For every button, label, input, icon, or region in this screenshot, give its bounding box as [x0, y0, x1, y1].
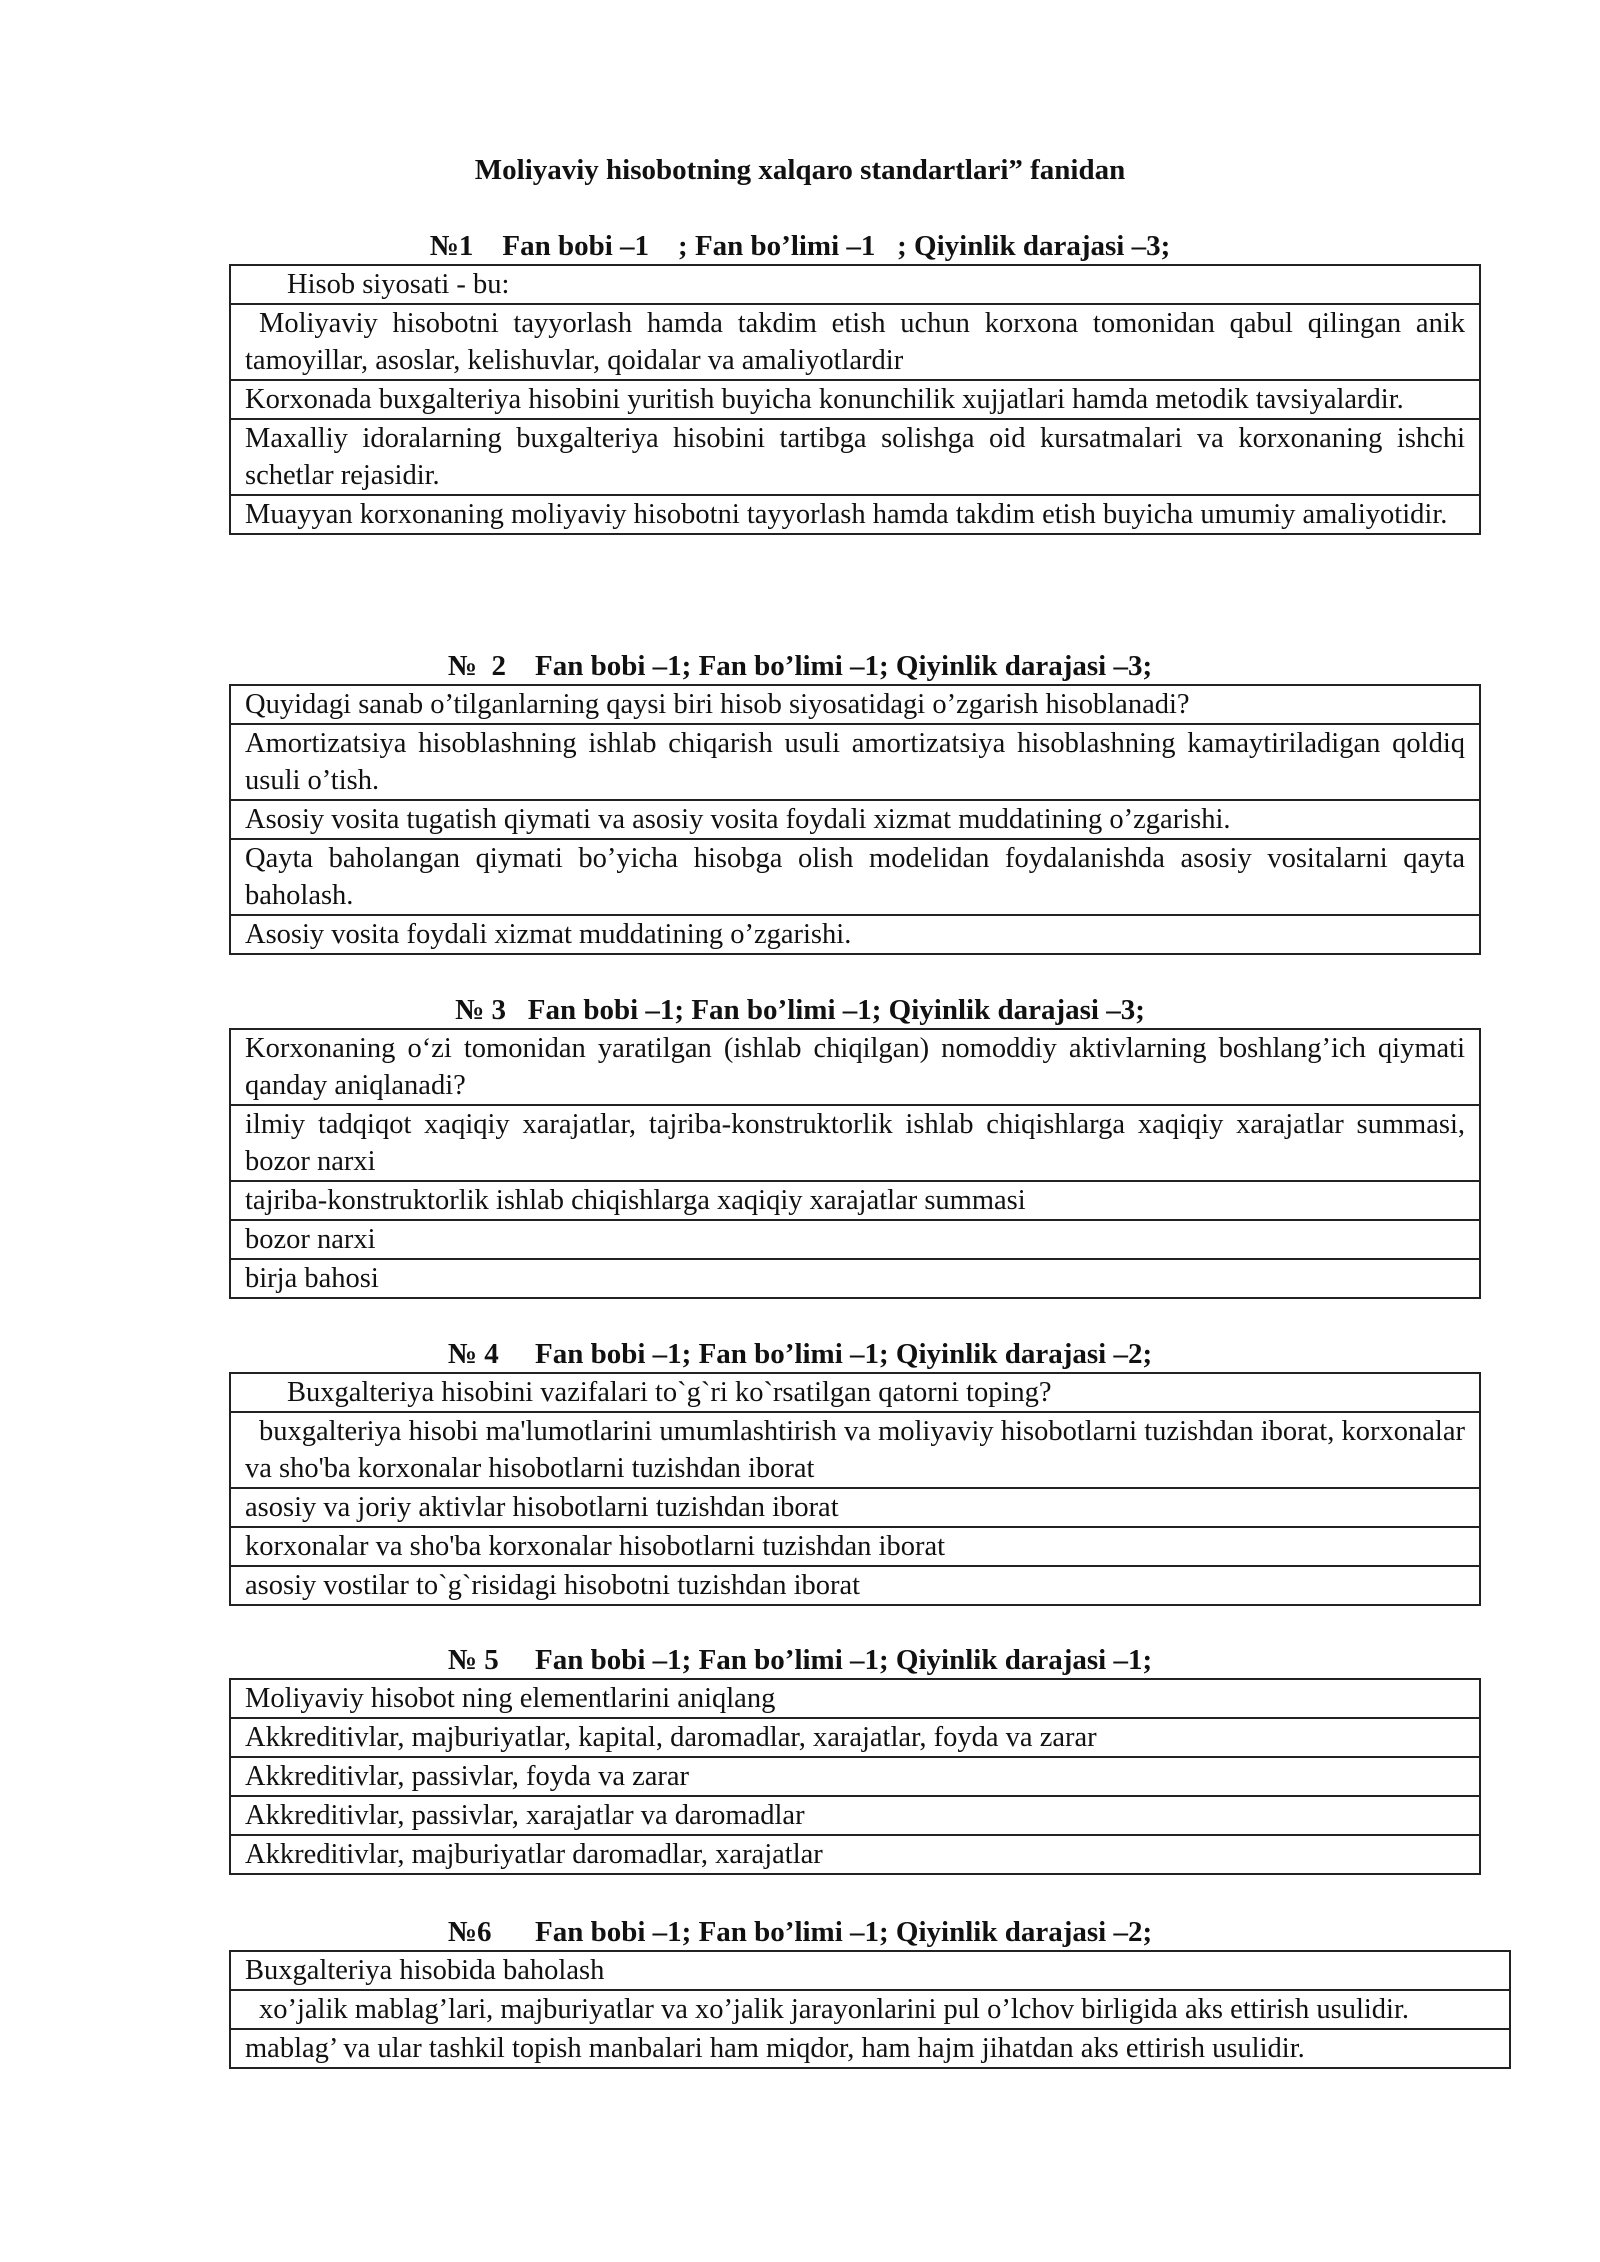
- question-5-answer-2: Akkreditivlar, passivlar, foyda va zarar: [230, 1757, 1480, 1796]
- question-1-answer-4: Muayyan korxonaning moliyaviy hisobotni tayyorlash hamda takdim etish buyicha umumiy amaliyotidir.: [230, 495, 1480, 534]
- question-5-answer-1: Akkreditivlar, majburiyatlar, kapital, daromadlar, xarajatlar, foyda va zarar: [230, 1718, 1480, 1757]
- question-3-answer-4: birja bahosi: [230, 1259, 1480, 1298]
- question-2-answer-4: Asosiy vosita foydali xizmat muddatining o’zgarishi.: [230, 915, 1480, 954]
- question-2-text: Quyidagi sanab o’tilganlarning qaysi biri hisob siyosatidagi o’zgarish hisoblanadi?: [230, 685, 1480, 724]
- question-1-answer-2: Korxonada buxgalteriya hisobini yuritish buyicha konunchilik xujjatlari hamda metodik tavsiyalardir.: [230, 380, 1480, 419]
- question-3-table: [229, 1028, 1481, 1299]
- question-6-table: [229, 1950, 1511, 2069]
- question-2-answer-3: Qayta baholangan qiymati bo’yicha hisobga olish modelidan foydalanishda asosiy vositalarni qayta baholash.: [230, 839, 1480, 915]
- question-6-text: Buxgalteriya hisobida baholash: [230, 1951, 1510, 1990]
- question-1-answer-1: Moliyaviy hisobotni tayyorlash hamda takdim etish uchun korxona tomonidan qabul qilingan anik tamoyillar, asoslar, kelishuvlar, qoidalar va amaliyotlardir: [230, 304, 1480, 380]
- question-2-heading: № 2 Fan bobi –1; Fan bo’limi –1; Qiyinlik darajasi –3;: [447, 650, 1153, 682]
- question-4-answer-1: buxgalteriya hisobi ma'lumotlarini umumlashtirish va moliyaviy hisobotlarni tuzishdan iborat, korxonalar va sho'ba korxonalar hisobotlarni tuzishdan iborat: [230, 1412, 1480, 1488]
- question-5-text: Moliyaviy hisobot ning elementlarini aniqlang: [230, 1679, 1480, 1718]
- question-4-table: [229, 1372, 1481, 1606]
- question-3-answer-1: ilmiy tadqiqot xaqiqiy xarajatlar, tajriba-konstruktorlik ishlab chiqishlarga xaqiqiy xarajatlar summasi, bozor narxi: [230, 1105, 1480, 1181]
- question-1-table: [229, 264, 1481, 535]
- question-5-answer-4: Akkreditivlar, majburiyatlar daromadlar, xarajatlar: [230, 1835, 1480, 1874]
- question-1-answer-3: Maxalliy idoralarning buxgalteriya hisobini tartibga solishga oid kursatmalari va korxonaning ishchi schetlar rejasidir.: [230, 419, 1480, 495]
- question-6-answer-1: xo’jalik mablag’lari, majburiyatlar va xo’jalik jarayonlarini pul o’lchov birligida aks ettirish usulidir.: [230, 1990, 1510, 2029]
- question-2-answer-1: Amortizatsiya hisoblashning ishlab chiqarish usuli amortizatsiya hisoblashning kamaytiriladigan qoldiq usuli o’tish.: [230, 724, 1480, 800]
- question-5-heading: № 5 Fan bobi –1; Fan bo’limi –1; Qiyinlik darajasi –1;: [447, 1644, 1153, 1676]
- question-4-answer-3: korxonalar va sho'ba korxonalar hisobotlarni tuzishdan iborat: [230, 1527, 1480, 1566]
- question-3-answer-2: tajriba-konstruktorlik ishlab chiqishlarga xaqiqiy xarajatlar summasi: [230, 1181, 1480, 1220]
- question-5-answer-3: Akkreditivlar, passivlar, xarajatlar va daromadlar: [230, 1796, 1480, 1835]
- question-4-text: Buxgalteriya hisobini vazifalari to`g`ri ko`rsatilgan qatorni toping?: [230, 1373, 1480, 1412]
- question-2-table: [229, 684, 1481, 955]
- question-6-heading: №6 Fan bobi –1; Fan bo’limi –1; Qiyinlik darajasi –2;: [447, 1916, 1153, 1948]
- question-3-text: Korxonaning o‘zi tomonidan yaratilgan (ishlab chiqilgan) nomoddiy aktivlarning boshlang’ich qiymati qanday aniqlanadi?: [230, 1029, 1480, 1105]
- question-4-heading: № 4 Fan bobi –1; Fan bo’limi –1; Qiyinlik darajasi –2;: [447, 1338, 1153, 1370]
- question-3-answer-3: bozor narxi: [230, 1220, 1480, 1259]
- question-4-answer-2: asosiy va joriy aktivlar hisobotlarni tuzishdan iborat: [230, 1488, 1480, 1527]
- document-title: Moliyaviy hisobotning xalqaro standartlari” fanidan: [474, 154, 1126, 186]
- question-3-heading: № 3 Fan bobi –1; Fan bo’limi –1; Qiyinlik darajasi –3;: [455, 994, 1145, 1026]
- question-2-answer-2: Asosiy vosita tugatish qiymati va asosiy vosita foydali xizmat muddatining o’zgarishi.: [230, 800, 1480, 839]
- question-5-table: [229, 1678, 1481, 1875]
- question-1-text: Hisob siyosati - bu:: [230, 265, 1480, 304]
- question-6-answer-2: mablag’ va ular tashkil topish manbalari ham miqdor, ham hajm jihatdan aks ettirish usulidir.: [230, 2029, 1510, 2068]
- question-1-heading: №1 Fan bobi –1 ; Fan bo’limi –1 ; Qiyinlik darajasi –3;: [429, 230, 1171, 262]
- question-4-answer-4: asosiy vostilar to`g`risidagi hisobotni tuzishdan iborat: [230, 1566, 1480, 1605]
